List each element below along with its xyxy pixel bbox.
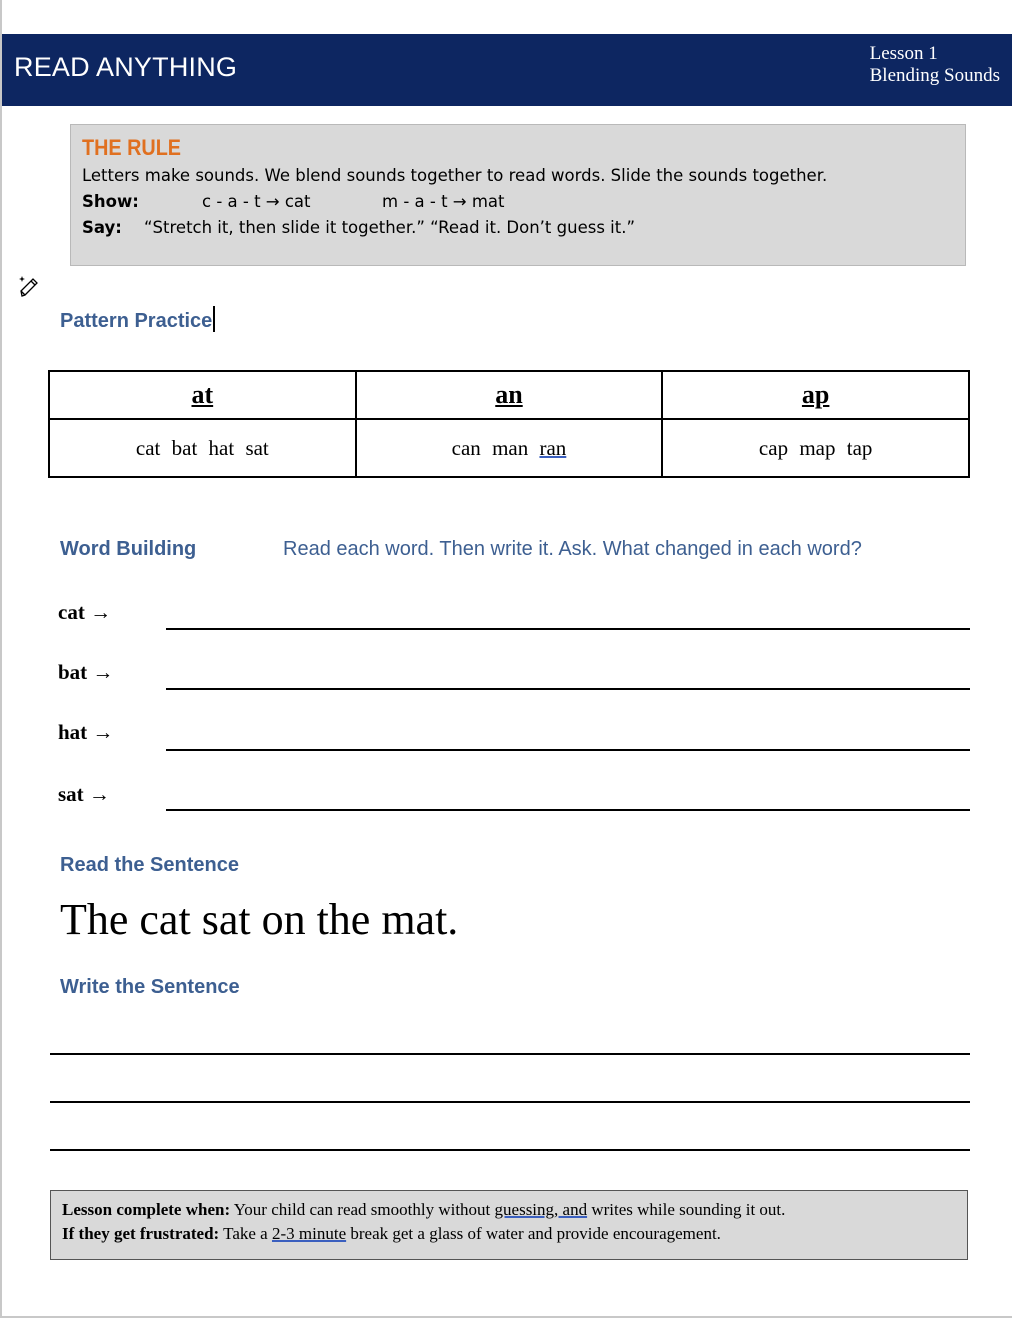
complete-text: Your child can read smoothly without: [230, 1200, 495, 1219]
say-text: “Stretch it, then slide it together.” “Read it. Don’t guess it.”: [144, 218, 636, 237]
word-building-word: sat →: [58, 782, 110, 806]
word-writing-line[interactable]: [166, 628, 970, 630]
an-words: [356, 419, 663, 477]
ap-words: [662, 419, 969, 477]
frustrated-text: Take a: [219, 1224, 272, 1243]
word-hat: hat: [208, 435, 235, 460]
pattern-table: [48, 370, 970, 478]
frustrated-line: [62, 1222, 956, 1246]
say-label: Say:: [82, 218, 122, 237]
lesson-label: [870, 43, 1000, 87]
sentence-writing-line[interactable]: [50, 1101, 970, 1103]
show-example-1: c - a - t → cat: [202, 192, 311, 211]
grammar-flag[interactable]: guessing, and: [494, 1200, 588, 1219]
read-sentence-heading: Read the Sentence: [60, 854, 239, 876]
word-bat: bat: [171, 435, 198, 460]
word-cat: cat: [135, 435, 161, 460]
practice-sentence: The cat sat on the mat.: [60, 895, 459, 944]
complete-text-end: writes while sounding it out.: [587, 1200, 786, 1219]
word-building-heading: Word Building: [60, 538, 197, 560]
rule-text: Letters make sounds. We blend sounds together to read words. Slide the sounds together.: [82, 166, 828, 185]
complete-label: Lesson complete when:: [62, 1200, 231, 1219]
sentence-writing-line[interactable]: [50, 1053, 970, 1055]
at-words: [49, 419, 356, 477]
pattern-ap: ap: [662, 371, 969, 419]
word-building-instructions: Read each word. Then write it. Ask. What changed in each word?: [283, 538, 862, 560]
pattern-header-row: [49, 371, 969, 419]
show-label: Show:: [82, 192, 139, 211]
word-map: map: [799, 435, 836, 460]
word-building-word: cat →: [58, 600, 112, 624]
write-sentence-heading: Write the Sentence: [60, 976, 240, 998]
frustrated-label: If they get frustrated:: [62, 1224, 220, 1243]
word-ran[interactable]: ran: [539, 435, 567, 460]
lesson-number: Lesson 1: [869, 43, 938, 64]
header-banner: [2, 34, 1012, 106]
rule-title: THE RULE: [82, 135, 181, 160]
pattern-practice-heading-text: Pattern Practice: [60, 310, 213, 332]
word-writing-line[interactable]: [166, 809, 970, 811]
complete-line: [62, 1198, 956, 1222]
pattern-an: an: [356, 371, 663, 419]
word-tap: tap: [846, 435, 873, 460]
lesson-complete-box: [50, 1190, 968, 1260]
rule-show-row: [82, 192, 962, 211]
magic-pen-icon[interactable]: [16, 274, 42, 300]
rule-box: [70, 124, 966, 266]
header-title: READ ANYTHING: [14, 52, 238, 82]
word-building-word: bat →: [58, 660, 114, 684]
word-building-word: hat →: [58, 720, 114, 744]
word-man: man: [492, 435, 529, 460]
grammar-flag[interactable]: 2-3 minute: [271, 1224, 347, 1243]
word-can: can: [451, 435, 481, 460]
word-cap: cap: [758, 435, 789, 460]
rule-say-row: [82, 218, 635, 237]
sentence-writing-line[interactable]: [50, 1149, 970, 1151]
word-writing-line[interactable]: [166, 749, 970, 751]
pattern-practice-heading[interactable]: [60, 306, 215, 333]
lesson-name: Blending Sounds: [869, 65, 1000, 86]
text-cursor: [213, 306, 215, 332]
word-sat: sat: [245, 435, 269, 460]
frustrated-text-end: break get a glass of water and provide encouragement.: [346, 1224, 721, 1243]
pattern-words-row: [49, 419, 969, 477]
word-writing-line[interactable]: [166, 688, 970, 690]
pattern-at: at: [49, 371, 356, 419]
show-example-2: m - a - t → mat: [382, 192, 505, 211]
